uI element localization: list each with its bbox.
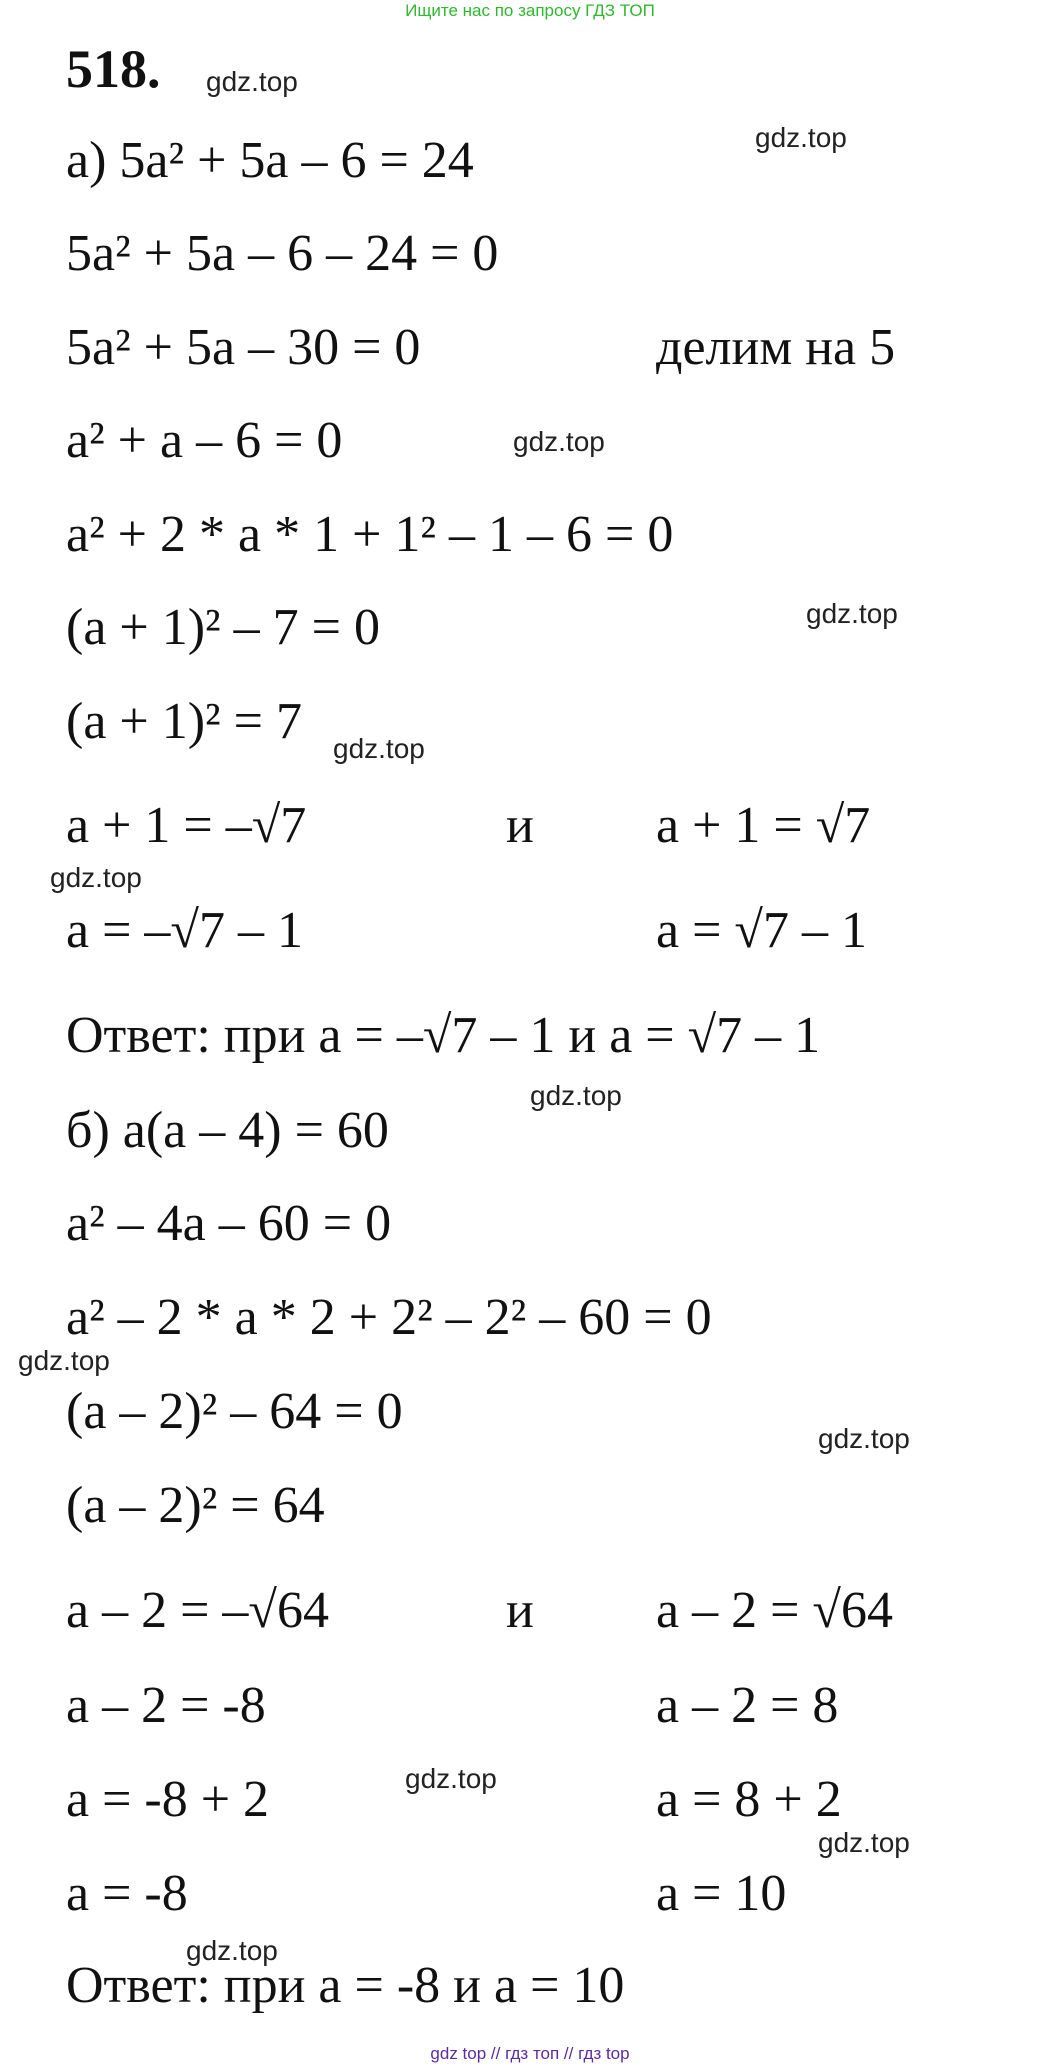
- watermark: gdz.top: [206, 66, 298, 97]
- part-a-and: и: [506, 797, 534, 854]
- watermark: gdz.top: [186, 1935, 278, 1966]
- watermark: gdz.top: [18, 1345, 110, 1376]
- part-a-answer: Ответ: при a = –√7 – 1 и a = √7 – 1: [66, 1007, 821, 1064]
- part-b-line-6-right: a – 2 = √64: [656, 1582, 893, 1639]
- part-b-line-4: (a – 2)² – 64 = 0: [66, 1383, 403, 1440]
- part-a-line-7: (a + 1)² = 7: [66, 693, 302, 750]
- part-a-line-9-left: a = –√7 – 1: [66, 902, 303, 959]
- search-banner[interactable]: Ищите нас по запросу ГДЗ ТОП: [405, 1, 655, 20]
- part-a-line-2: 5a² + 5a – 6 – 24 = 0: [66, 225, 499, 282]
- part-b-line-2: a² – 4a – 60 = 0: [66, 1195, 392, 1252]
- equation: a(a – 4) = 60: [122, 1102, 389, 1159]
- part-b-line-7-right: a – 2 = 8: [656, 1677, 839, 1734]
- watermark: gdz.top: [333, 733, 425, 764]
- watermark: gdz.top: [755, 122, 847, 153]
- footer-links[interactable]: gdz top // гдз топ // гдз top: [430, 2044, 630, 2063]
- part-a-line-4: a² + a – 6 = 0: [66, 412, 343, 469]
- part-b-line-6-left: a – 2 = –√64: [66, 1582, 329, 1639]
- part-b-line-3: a² – 2 * a * 2 + 2² – 2² – 60 = 0: [66, 1289, 712, 1346]
- part-a-line-1: [66, 132, 474, 189]
- part-a-line-8-right: a + 1 = √7: [656, 797, 871, 854]
- part-b-line-1: [66, 1102, 389, 1159]
- part-a-line-9-right: a = √7 – 1: [656, 902, 867, 959]
- part-b-line-9-right: a = 10: [656, 1865, 787, 1922]
- part-a-label: а): [66, 132, 107, 189]
- part-a-line-8-left: a + 1 = –√7: [66, 797, 307, 854]
- part-b-answer: Ответ: при a = -8 и a = 10: [66, 1957, 625, 2014]
- watermark: gdz.top: [818, 1827, 910, 1858]
- watermark: gdz.top: [405, 1763, 497, 1794]
- problem-number: 518.: [66, 39, 161, 99]
- part-a-line-5: a² + 2 * a * 1 + 1² – 1 – 6 = 0: [66, 506, 674, 563]
- part-a-line-3: 5a² + 5a – 30 = 0: [66, 319, 421, 376]
- part-b-line-5: (a – 2)² = 64: [66, 1477, 325, 1534]
- watermark: gdz.top: [818, 1423, 910, 1454]
- part-a-note: делим на 5: [656, 319, 896, 376]
- watermark: gdz.top: [806, 598, 898, 629]
- part-a-line-6: (a + 1)² – 7 = 0: [66, 599, 380, 656]
- part-b-label: б): [66, 1102, 110, 1159]
- part-b-line-8-left: a = -8 + 2: [66, 1771, 270, 1828]
- part-b-line-9-left: a = -8: [66, 1865, 188, 1922]
- part-b-line-8-right: a = 8 + 2: [656, 1771, 842, 1828]
- watermark: gdz.top: [530, 1080, 622, 1111]
- watermark: gdz.top: [513, 426, 605, 457]
- watermark: gdz.top: [50, 862, 142, 893]
- equation: 5a² + 5a – 6 = 24: [119, 132, 474, 189]
- part-b-and: и: [506, 1582, 534, 1639]
- part-b-line-7-left: a – 2 = -8: [66, 1677, 266, 1734]
